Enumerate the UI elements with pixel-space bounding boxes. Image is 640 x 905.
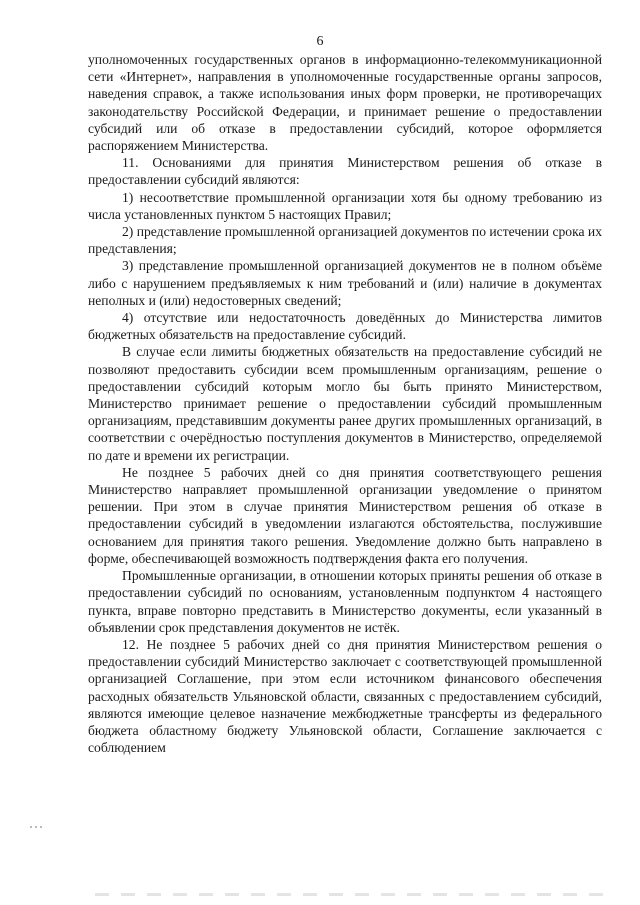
paragraph-clause-12: 12. Не позднее 5 рабочих дней со дня принятия Министерством решения о предоставлении субсидий Министерство заключает с соответствующей промышленной организацией Соглашение, при этом если источником финансового обеспечения расходных обязательств Ульяновской области, связанных с предоставлением субсидий, являются имеющие целевое назначение межбюджетные трансферты из федерального бюджета областному бюджету Ульяновской области, Соглашение заключается с соблюдением: [88, 636, 602, 756]
margin-scan-mark: [30, 826, 44, 828]
paragraph-subclause-4: 4) отсутствие или недостаточность доведённых до Министерства лимитов бюджетных обязательств на предоставление субсидий.: [88, 310, 602, 343]
paragraph-subclause-2: 2) представление промышленной организацией документов по истечении срока их представления;: [88, 224, 602, 257]
page-number: 6: [316, 34, 324, 49]
paragraph-resubmission: Промышленные организации, в отношении которых приняты решения об отказе в предоставлении субсидий по основаниям, установленным подпунктом 4 настоящего пункта, вправе повторно представить в Министерство документы, если указанный в объявлении срок представления документов не истёк.: [88, 568, 602, 635]
paragraph-budget-limits: В случае если лимиты бюджетных обязательств на предоставление субсидий не позволяют предоставить субсидии всем промышленным организациям, решение о предоставлении субсидий которым могло бы быть принято Министерством, Министерство принимает решение о предоставлении субсидий промышленным организациям, представившим документы ранее других промышленных организаций, в соответствии с очерёдностью поступления документов в Министерство, определяемой по дате и времени их регистрации.: [88, 344, 602, 463]
paragraph-clause-11: 11. Основаниями для принятия Министерством решения об отказе в предоставлении субсидий являются:: [88, 155, 602, 188]
paragraph-notification: Не позднее 5 рабочих дней со дня принятия соответствующего решения Министерство направляет промышленной организации уведомление о принятом решении. При этом в случае принятия Министерством решения об отказе в предоставлении субсидий в уведомлении излагаются обстоятельства, послужившие основанием для принятия такого решения. Уведомление должно быть направлено в форме, обеспечивающей возможность подтверждения факта его получения.: [88, 464, 602, 566]
bottom-scan-artifact: [95, 893, 615, 896]
paragraph-subclause-1: 1) несоответствие промышленной организации хотя бы одному требованию из числа установленных пунктом 5 настоящих Правил;: [88, 189, 602, 222]
paragraph-subclause-3: 3) представление промышленной организацией документов не в полном объёме либо с нарушением предъявляемых к ним требований и (или) наличие в документах неполных и (или) недостоверных сведений;: [88, 258, 602, 308]
paragraph-continuation: уполномоченных государственных органов в информационно-телекоммуникационной сети «Интернет», направления в уполномоченные государственные органы запросов, наведения справок, а также использования иных форм проверки, не противоречащих законодательству Российской Федерации, и принимает решение о предоставлении субсидий или об отказе в предоставлении субсидий, которое оформляется распоряжением Министерства.: [88, 52, 602, 154]
document-body: [88, 51, 602, 756]
